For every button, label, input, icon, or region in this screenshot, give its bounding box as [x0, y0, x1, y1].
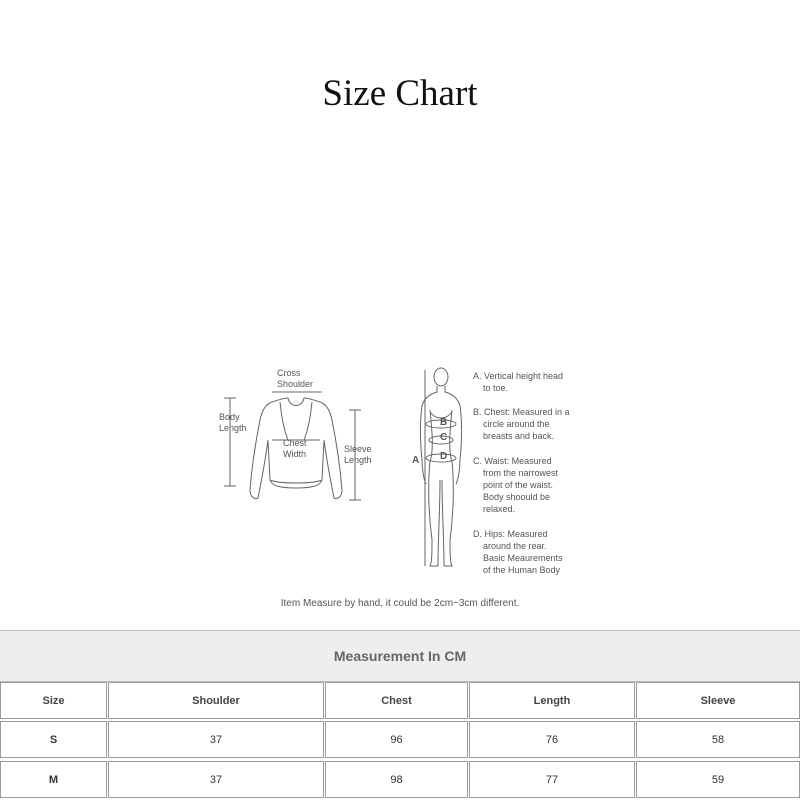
- measurement-note: Item Measure by hand, it could be 2cm~3cm different.: [280, 598, 520, 609]
- header-chest: Chest: [325, 682, 468, 719]
- legend-c: C. Waist: Measured from the narrowest point of the waist. Body shoould be relaxed.: [473, 456, 559, 514]
- row-m-length: 77: [469, 761, 635, 798]
- body-outline: [421, 386, 462, 566]
- legend-b: B. Chest: Measured in a circle around the breasts and back.: [473, 407, 570, 441]
- body-label-c: C: [440, 432, 448, 443]
- size-table: [0, 630, 800, 800]
- legend-a: A. Vertical height head to toe.: [473, 371, 564, 393]
- body-label-a: A: [412, 455, 420, 466]
- row-s-size: S: [0, 721, 107, 758]
- header-size: Size: [0, 682, 107, 719]
- header-length: Length: [469, 682, 635, 719]
- header-sleeve: Sleeve: [636, 682, 800, 719]
- legend-d: D. Hips: Measured around the rear. Basic Meaurements of the Human Body: [473, 529, 563, 575]
- body-label-d: D: [440, 451, 448, 462]
- sleeve-length-label: Sleeve Length: [344, 444, 372, 465]
- row-m-size: M: [0, 761, 107, 798]
- body-label-b: B: [440, 417, 448, 428]
- body-length-label: Body Length: [219, 412, 247, 433]
- row-s-length: 76: [469, 721, 635, 758]
- table-title: Measurement In CM: [0, 630, 800, 682]
- row-s-chest: 96: [325, 721, 468, 758]
- body-head: [434, 368, 448, 386]
- row-m-chest: 98: [325, 761, 468, 798]
- row-s-sleeve: 58: [636, 721, 800, 758]
- cross-shoulder-label: Cross Shoulder: [277, 368, 314, 389]
- row-m-shoulder: 37: [108, 761, 324, 798]
- row-s-shoulder: 37: [108, 721, 324, 758]
- measurement-diagram: [0, 360, 800, 590]
- measurement-illustration: [0, 360, 800, 590]
- header-shoulder: Shoulder: [108, 682, 324, 719]
- row-m-sleeve: 59: [636, 761, 800, 798]
- page-title: Size Chart: [322, 73, 478, 114]
- chest-width-label: Chest Width: [283, 438, 307, 459]
